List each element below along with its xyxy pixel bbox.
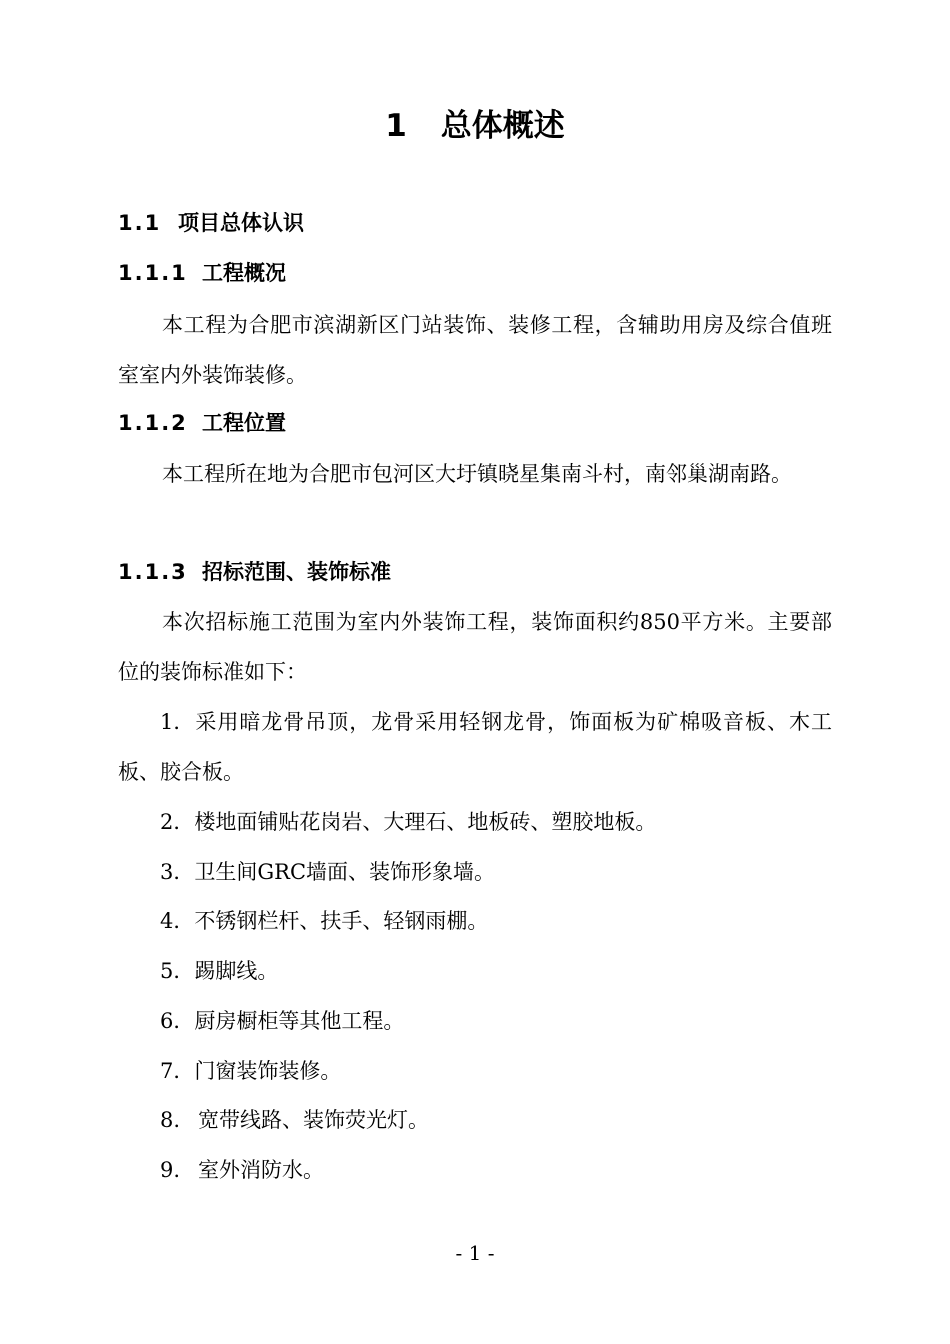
list-item-text: 踢脚线。 bbox=[194, 959, 279, 983]
chapter-title-text: 总体概述 bbox=[440, 108, 565, 144]
section-title: 招标范围、装饰标准 bbox=[202, 560, 391, 584]
section-number: 1.1.3 bbox=[118, 560, 188, 584]
paragraph-project-location: 本工程所在地为合肥市包河区大圩镇晓星集南斗村，南邻巢湖南路。 bbox=[162, 462, 792, 486]
list-item bbox=[118, 1095, 832, 1145]
list-item-number: 9. bbox=[160, 1158, 181, 1182]
list-item bbox=[118, 896, 832, 946]
list-item-text: 门窗装饰装修。 bbox=[194, 1059, 342, 1083]
list-item-number: 4． bbox=[160, 909, 195, 933]
list-item bbox=[118, 946, 832, 996]
list-item-text: 宽带线路、装饰荧光灯。 bbox=[198, 1108, 429, 1132]
section-number: 1.1.1 bbox=[118, 261, 188, 285]
list-item bbox=[118, 797, 832, 847]
list-item bbox=[118, 996, 832, 1046]
section-heading-1-1-2 bbox=[118, 408, 286, 438]
page-number: - 1 - bbox=[455, 1241, 495, 1265]
paragraph-project-overview: 本工程为合肥市滨湖新区门站装饰、装修工程，含辅助用房及综合值班室室内外装饰装修。 bbox=[118, 313, 832, 387]
list-item-text: 室外消防水。 bbox=[198, 1158, 324, 1182]
section-number: 1.1.2 bbox=[118, 411, 188, 435]
paragraph-bid-scope: 本次招标施工范围为室内外装饰工程，装饰面积约850平方米。主要部位的装饰标准如下： bbox=[118, 610, 832, 684]
list-item bbox=[118, 697, 832, 797]
list-item-text: 楼地面铺贴花岗岩、大理石、地板砖、塑胶地板。 bbox=[194, 810, 657, 834]
chapter-title bbox=[0, 104, 950, 148]
list-item bbox=[118, 1046, 832, 1096]
section-heading-1-1 bbox=[118, 208, 304, 238]
list-item-number: 8. bbox=[160, 1108, 181, 1132]
list-item-text: 厨房橱柜等其他工程。 bbox=[194, 1009, 405, 1033]
section-title: 工程概况 bbox=[202, 261, 286, 285]
list-item-text: 卫生间GRC墙面、装饰形象墙。 bbox=[194, 860, 496, 884]
section-title: 工程位置 bbox=[202, 411, 286, 435]
list-item bbox=[118, 1145, 832, 1195]
section-number: 1.1 bbox=[118, 211, 162, 235]
list-item-number: 7． bbox=[160, 1059, 195, 1083]
section-heading-1-1-1 bbox=[118, 258, 286, 288]
list-item-number: 6． bbox=[160, 1009, 195, 1033]
section-title: 项目总体认识 bbox=[178, 211, 304, 235]
list-item-text: 采用暗龙骨吊顶，龙骨采用轻钢龙骨，饰面板为矿棉吸音板、木工板、胶合板。 bbox=[118, 710, 832, 784]
list-item-number: 5． bbox=[160, 959, 195, 983]
list-item-text: 不锈钢栏杆、扶手、轻钢雨棚。 bbox=[194, 909, 489, 933]
section-heading-1-1-3 bbox=[118, 557, 391, 587]
list-item-number: 2． bbox=[160, 810, 195, 834]
list-item bbox=[118, 847, 832, 897]
list-item-number: 1． bbox=[160, 710, 195, 734]
chapter-number: 1 bbox=[385, 108, 407, 144]
list-item-number: 3． bbox=[160, 860, 195, 884]
